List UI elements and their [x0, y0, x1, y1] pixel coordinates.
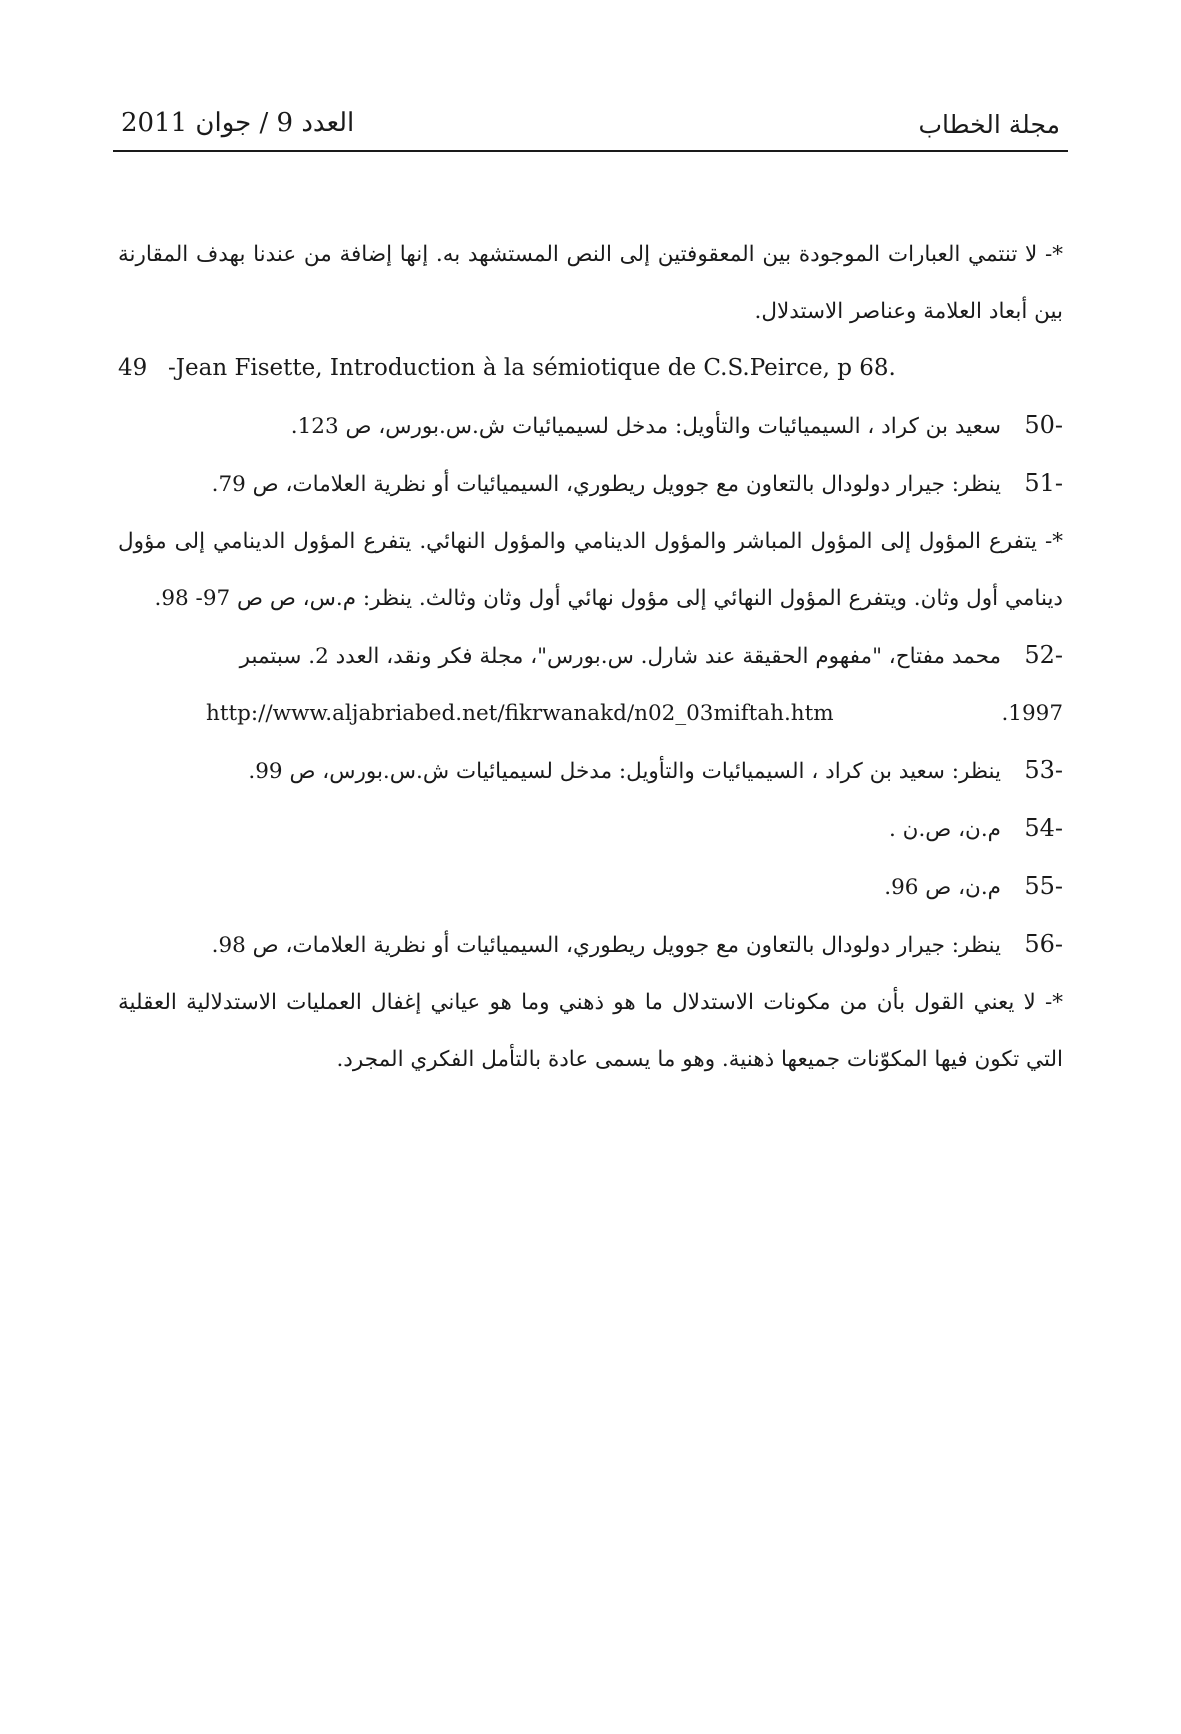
footnote-53-text: ينظر: سعيد بن كراد ، السيميائيات والتأويل: مدخل لسيميائيات ش.س.بورس، ص 99. — [248, 759, 1001, 784]
footnote-star-1: *- لا تنتمي العبارات الموجودة بين المعقوفتين إلى النص المستشهد به. إنها إضافة من عندنا بهدف المقارنة بين أبعاد العلامة وعناصر الاستدلال. — [118, 242, 1063, 324]
footnote-49-text: -Jean Fisette, Introduction à la sémiotique de C.S.Peirce, p 68. — [168, 355, 896, 381]
footnote-50 — [118, 397, 1063, 455]
footnote-54 — [118, 800, 1063, 858]
issue-info: العدد 9 / جوان 2011 — [121, 108, 355, 138]
footnote-52 — [118, 627, 1063, 685]
footnote-49 — [118, 340, 1063, 397]
footnote-52-url[interactable]: http://www.aljabriabed.net/fikrwanakd/n02_03miftah.htm — [206, 701, 834, 726]
journal-title: مجلة الخطاب — [918, 110, 1060, 139]
footnote-50-number: -50 — [1024, 411, 1063, 439]
footnote-54-number: -54 — [1024, 814, 1063, 842]
footnote-star-2: *- يتفرع المؤول إلى المؤول المباشر والمؤول الدينامي والمؤول النهائي. يتفرع المؤول الدينامي إلى مؤول دينامي أول وثان. ويتفرع المؤول النهائي إلى مؤول نهائي أول وثان وثالث. ينظر: م.س، ص ص 97- 98. — [118, 529, 1063, 611]
footnote-55-number: -55 — [1024, 872, 1063, 900]
footnote-52-number: -52 — [1024, 641, 1063, 669]
footnote-54-text: م.ن، ص.ن . — [889, 817, 1001, 842]
footnote-53 — [118, 742, 1063, 800]
footnote-52-year: 1997. — [1001, 701, 1063, 726]
footnote-55-text: م.ن، ص 96. — [884, 875, 1001, 900]
footnote-50-text: سعيد بن كراد ، السيميائيات والتأويل: مدخل لسيميائيات ش.س.بورس، ص 123. — [290, 414, 1001, 439]
footnote-49-number: 49 — [118, 355, 148, 381]
footnote-55 — [118, 858, 1063, 916]
footnote-56 — [118, 916, 1063, 974]
footnote-51-text: ينظر: جيرار دولودال بالتعاون مع جوويل ريطوري، السيميائيات أو نظرية العلامات، ص 79. — [211, 472, 1001, 497]
footnote-star-3: *- لا يعني القول بأن من مكونات الاستدلال ما هو ذهني وما هو عياني إغفال العمليات الاستدلالية العقلية التي تكون فيها المكوّنات جميعها ذهنية. وهو ما يسمى عادة بالتأمل الفكري المجرد. — [118, 990, 1063, 1072]
footnote-51-number: -51 — [1024, 469, 1063, 497]
footnote-51 — [118, 455, 1063, 513]
page-header — [113, 104, 1068, 152]
footnote-53-number: -53 — [1024, 756, 1063, 784]
footnote-52-source — [118, 685, 1063, 742]
footnote-52-text: محمد مفتاح، "مفهوم الحقيقة عند شارل. س.بورس"، مجلة فكر ونقد، العدد 2. سبتمبر — [239, 644, 1001, 669]
footnote-56-text: ينظر: جيرار دولودال بالتعاون مع جوويل ريطوري، السيميائيات أو نظرية العلامات، ص 98. — [211, 933, 1001, 958]
footnote-56-number: -56 — [1024, 930, 1063, 958]
footnotes-section — [118, 226, 1063, 1088]
